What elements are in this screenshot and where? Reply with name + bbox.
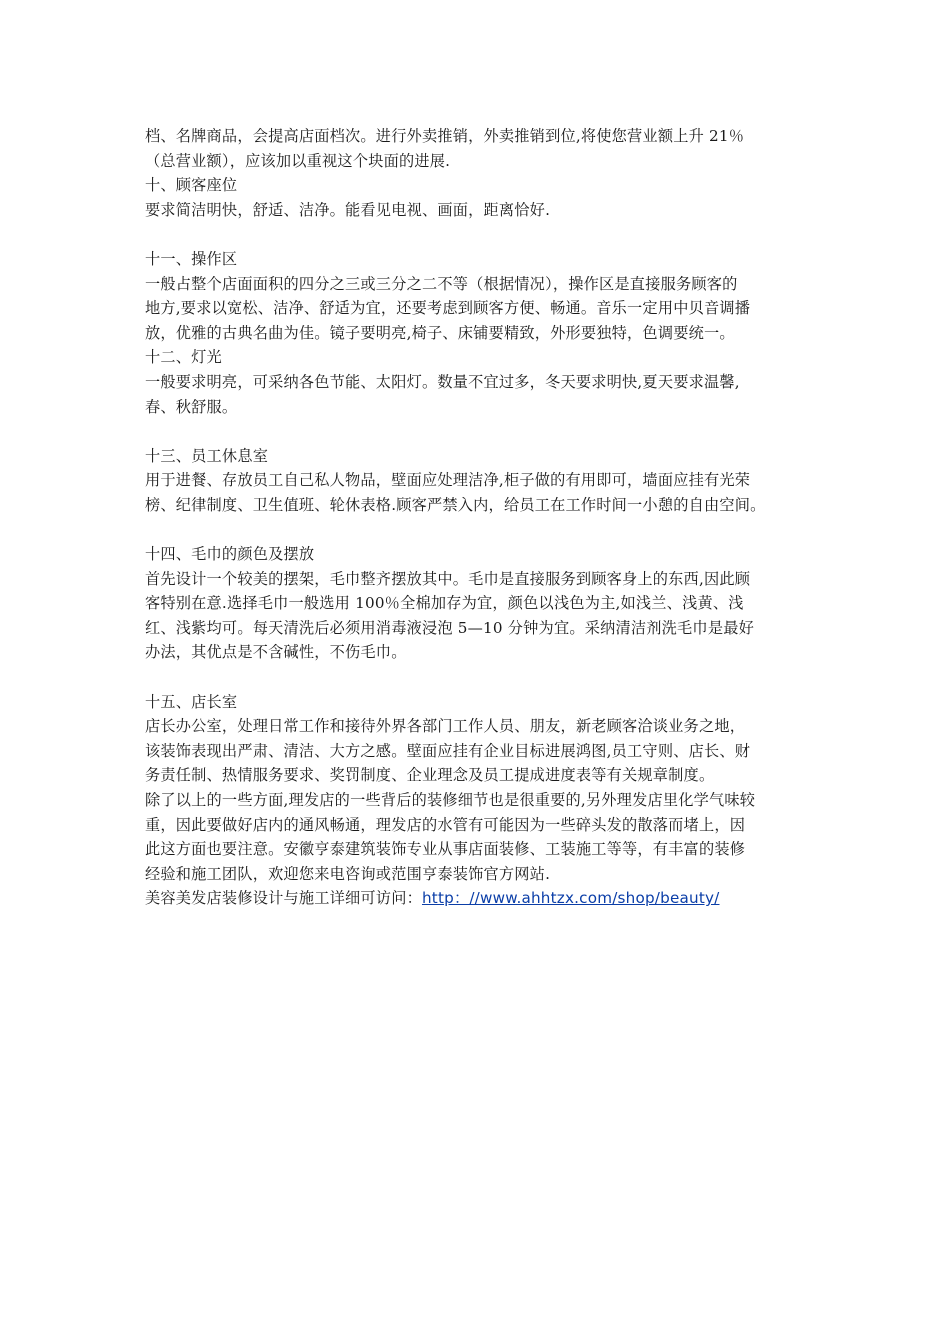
blank-line bbox=[145, 665, 813, 690]
section-heading-12: 十二、灯光 bbox=[145, 348, 222, 367]
body-line: 此这方面也要注意。安徽亨泰建筑装饰专业从事店面装修、工装施工等等，有丰富的装修 bbox=[145, 840, 746, 859]
body-line: 店长办公室，处理日常工作和接待外界各部门工作人员、朋友，新老顾客洽谈业务之地， bbox=[145, 717, 746, 736]
section-heading-15: 十五、店长室 bbox=[145, 692, 238, 711]
body-line: 榜、纪律制度、卫生值班、轮休表格.顾客严禁入内，给员工在工作时间一小憩的自由空间。 bbox=[145, 495, 766, 514]
final-line-prefix: 美容美发店装修设计与施工详细可访问： bbox=[145, 889, 422, 908]
blank-line bbox=[145, 518, 813, 543]
body-line: 务责任制、热情服务要求、奖罚制度、企业理念及员工提成进度表等有关规章制度。 bbox=[145, 766, 715, 785]
body-line: 春、秋舒服。 bbox=[145, 397, 238, 416]
body-line: 放，优雅的古典名曲为佳。镜子要明亮,椅子、床铺要精致，外形要独特，色调要统一。 bbox=[145, 323, 735, 342]
body-line: 重，因此要做好店内的通风畅通，理发店的水管有可能因为一些碎头发的散落而堵上，因 bbox=[145, 815, 746, 834]
body-line: 经验和施工团队，欢迎您来电咨询或范围亨泰装饰官方网站. bbox=[145, 864, 551, 883]
body-line: 地方,要求以宽松、洁净、舒适为宜，还要考虑到顾客方便、畅通。音乐一定用中贝音调播 bbox=[145, 299, 751, 318]
body-line: 客特别在意.选择毛巾一般选用 100％全棉加存为宜，颜色以浅色为主,如浅兰、浅黄、浅 bbox=[145, 594, 744, 613]
body-line: 除了以上的一些方面,理发店的一些背后的装修细节也是很重要的,另外理发店里化学气味较 bbox=[145, 791, 756, 810]
body-line: 红、浅紫均可。每天清洗后必须用消毒液浸泡 5—10 分钟为宜。采纳清洁剂洗毛巾是最好 bbox=[145, 618, 754, 637]
body-line: （总营业额），应该加以重视这个块面的进展. bbox=[145, 151, 451, 170]
body-line: 一般占整个店面面积的四分之三或三分之二不等（根据情况），操作区是直接服务顾客的 bbox=[145, 274, 738, 293]
body-line: 首先设计一个较美的摆架，毛巾整齐摆放其中。毛巾是直接服务到顾客身上的东西,因此顾 bbox=[145, 569, 751, 588]
body-line: 要求简洁明快，舒适、洁净。能看见电视、画面，距离恰好. bbox=[145, 200, 551, 219]
body-line: 档、名牌商品，会提高店面档次。进行外卖推销，外卖推销到位,将使您营业额上升 21％ bbox=[145, 127, 745, 145]
section-heading-14: 十四、毛巾的颜色及摆放 bbox=[145, 545, 315, 564]
section-heading-13: 十三、员工休息室 bbox=[145, 446, 269, 465]
document-body bbox=[145, 124, 813, 911]
blank-line bbox=[145, 222, 813, 247]
section-heading-11: 十一、操作区 bbox=[145, 249, 238, 268]
blank-line bbox=[145, 419, 813, 444]
body-line: 一般要求明亮，可采纳各色节能、太阳灯。数量不宜过多，冬天要求明快,夏天要求温馨, bbox=[145, 372, 740, 391]
body-line: 该装饰表现出严肃、清洁、大方之感。壁面应挂有企业目标进展鸿图,员工守则、店长、财 bbox=[145, 741, 751, 760]
body-line: 用于进餐、存放员工自己私人物品，壁面应处理洁净,柜子做的有用即可，墙面应挂有光荣 bbox=[145, 471, 751, 490]
body-line: 办法，其优点是不含碱性，不伤毛巾。 bbox=[145, 643, 407, 662]
section-heading-10: 十、顾客座位 bbox=[145, 176, 238, 195]
final-line bbox=[145, 886, 813, 911]
website-link[interactable]: http：//www.ahhtzx.com/shop/beauty/ bbox=[421, 889, 720, 908]
